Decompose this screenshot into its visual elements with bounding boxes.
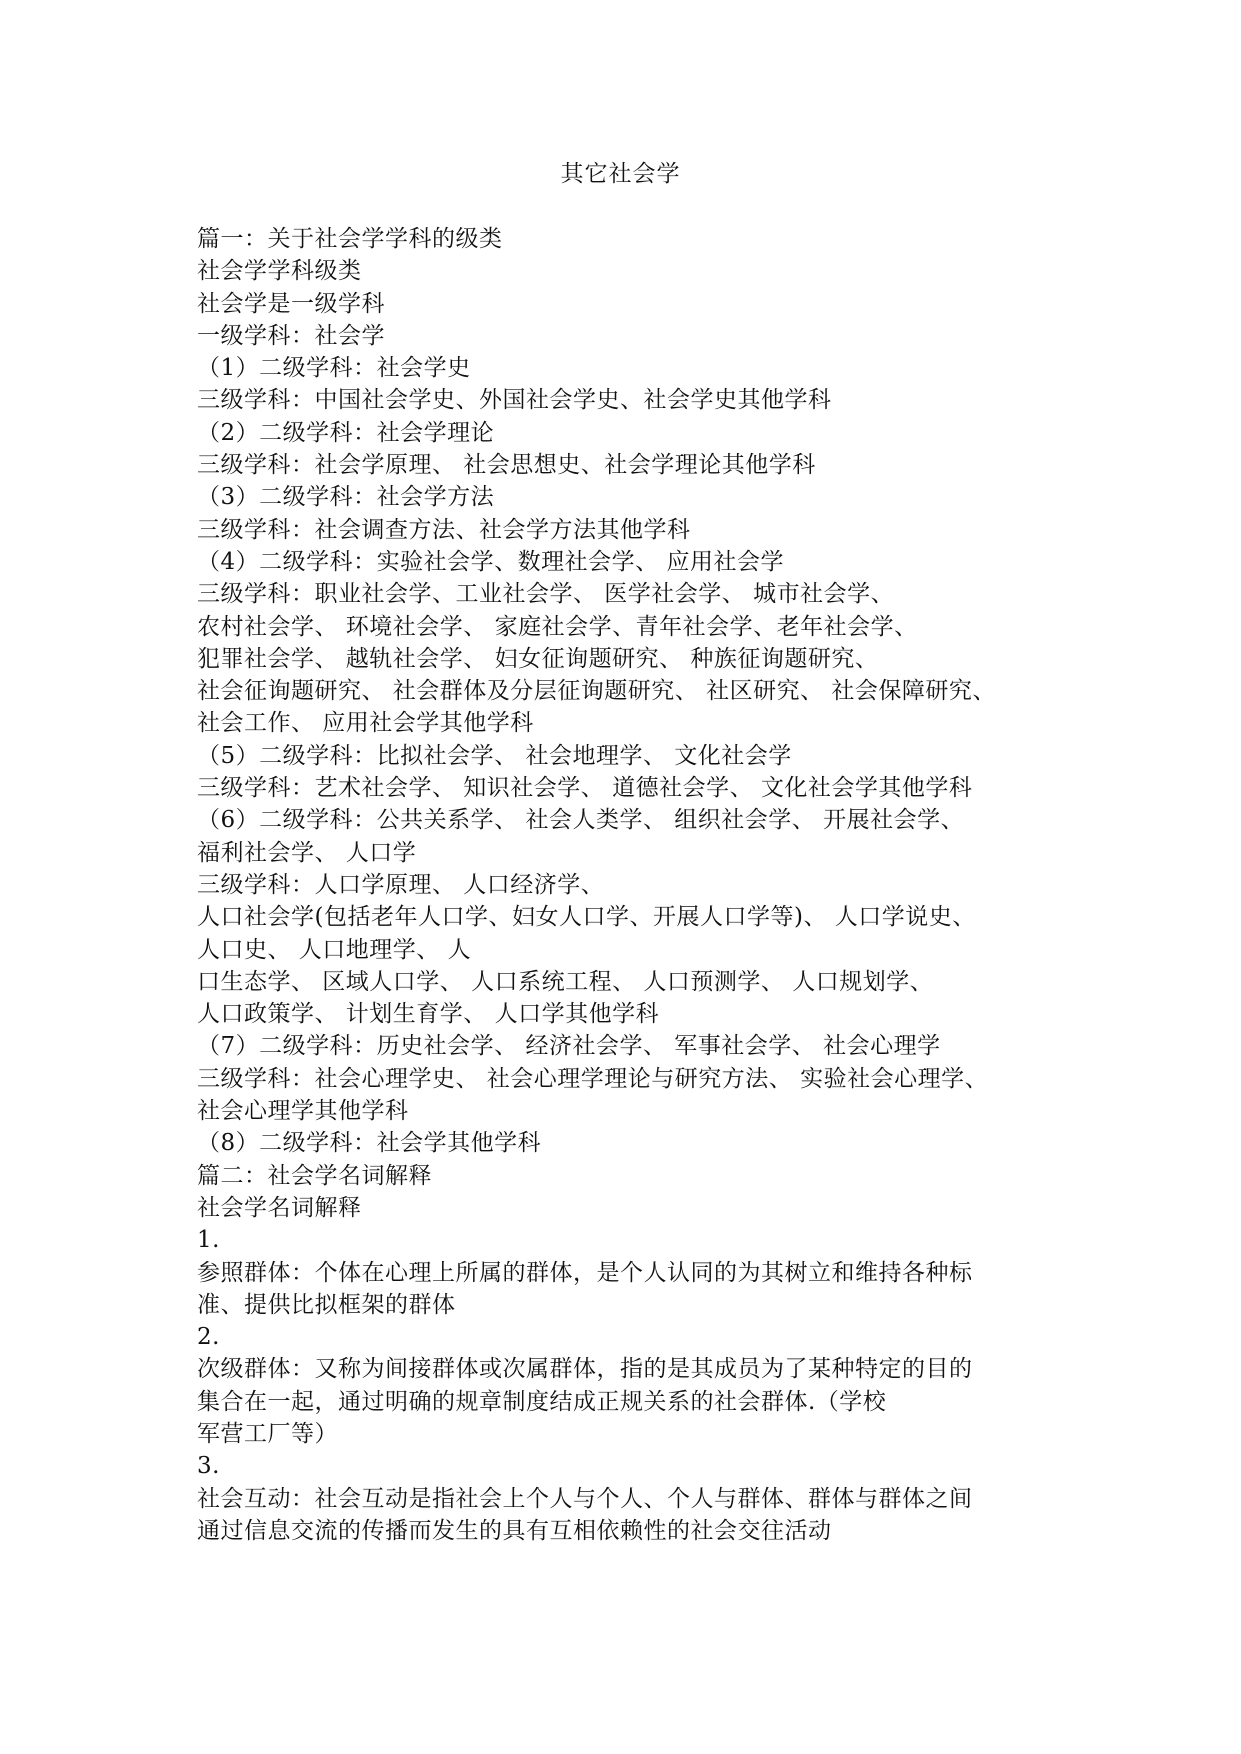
text-line: 社会互动：社会互动是指社会上个人与个人、个人与群体、群体与群体之间: [197, 1485, 973, 1512]
text-line: （6）二级学科：公共关系学、 社会人类学、 组织社会学、 开展社会学、: [197, 807, 965, 834]
text-line: 社会学学科级类: [197, 258, 362, 285]
text-line: 人口史、 人口地理学、 人: [197, 936, 472, 963]
text-line: 准、提供比拟框架的群体: [197, 1291, 456, 1318]
text-line: 三级学科：艺术社会学、 知识社会学、 道德社会学、 文化社会学其他学科: [197, 775, 973, 802]
text-line: 参照群体：个体在心理上所属的群体，是个人认同的为其树立和维持各种标: [197, 1259, 973, 1286]
document-body: [197, 223, 1057, 1547]
text-line: 社会工作、 应用社会学其他学科: [197, 710, 534, 737]
text-line: （1）二级学科：社会学史: [197, 355, 471, 382]
text-line: 通过信息交流的传播而发生的具有互相依赖性的社会交往活动: [197, 1517, 832, 1544]
text-line: 社会学是一级学科: [197, 290, 385, 317]
document-title: 其它社会学: [560, 161, 681, 187]
text-line: 三级学科：社会心理学史、 社会心理学理论与研究方法、 实验社会心理学、: [197, 1065, 989, 1092]
text-line: 三级学科：人口学原理、 人口经济学、: [197, 871, 605, 898]
text-line: 社会征询题研究、 社会群体及分层征询题研究、 社区研究、 社会保障研究、: [197, 678, 996, 705]
text-line: 军营工厂等）: [197, 1420, 338, 1447]
text-line: 三级学科：中国社会学史、外国社会学史、社会学史其他学科: [197, 387, 832, 414]
text-line: 一级学科：社会学: [197, 322, 385, 349]
text-line: 三级学科：职业社会学、工业社会学、 医学社会学、 城市社会学、: [197, 581, 895, 608]
text-line: 次级群体：又称为间接群体或次属群体，指的是其成员为了某种特定的目的: [197, 1356, 973, 1383]
text-line: （2）二级学科：社会学理论: [197, 419, 495, 446]
text-line: 犯罪社会学、 越轨社会学、 妇女征询题研究、 种族征询题研究、: [197, 645, 879, 672]
text-line: 篇一：关于社会学学科的级类: [197, 226, 503, 252]
text-line: 农村社会学、 环境社会学、 家庭社会学、青年社会学、老年社会学、: [197, 613, 918, 640]
text-line: 社会心理学其他学科: [197, 1098, 409, 1125]
text-line: 3.: [197, 1453, 220, 1480]
text-line: 人口政策学、 计划生育学、 人口学其他学科: [197, 1001, 660, 1028]
text-line: 1.: [197, 1227, 220, 1254]
text-line: （5）二级学科：比拟社会学、 社会地理学、 文化社会学: [197, 742, 792, 769]
text-line: 2.: [197, 1324, 220, 1351]
text-line: 三级学科：社会学原理、 社会思想史、社会学理论其他学科: [197, 452, 816, 479]
text-line: 集合在一起，通过明确的规章制度结成正规关系的社会群体.（学校: [197, 1388, 887, 1415]
text-line: 口生态学、 区域人口学、 人口系统工程、 人口预测学、 人口规划学、: [197, 968, 934, 995]
text-line: （4）二级学科：实验社会学、数理社会学、 应用社会学: [197, 548, 784, 575]
text-line: 社会学名词解释: [197, 1194, 362, 1221]
text-line: 福利社会学、 人口学: [197, 839, 417, 866]
text-line: （8）二级学科：社会学其他学科: [197, 1130, 542, 1157]
text-line: （7）二级学科：历史社会学、 经济社会学、 军事社会学、 社会心理学: [197, 1033, 941, 1060]
text-line: （3）二级学科：社会学方法: [197, 484, 495, 511]
text-line: 篇二：社会学名词解释: [197, 1162, 432, 1189]
text-line: 人口社会学(包括老年人口学、妇女人口学、开展人口学等)、 人口学说史、: [197, 904, 976, 931]
text-line: 三级学科：社会调查方法、社会学方法其他学科: [197, 516, 691, 543]
